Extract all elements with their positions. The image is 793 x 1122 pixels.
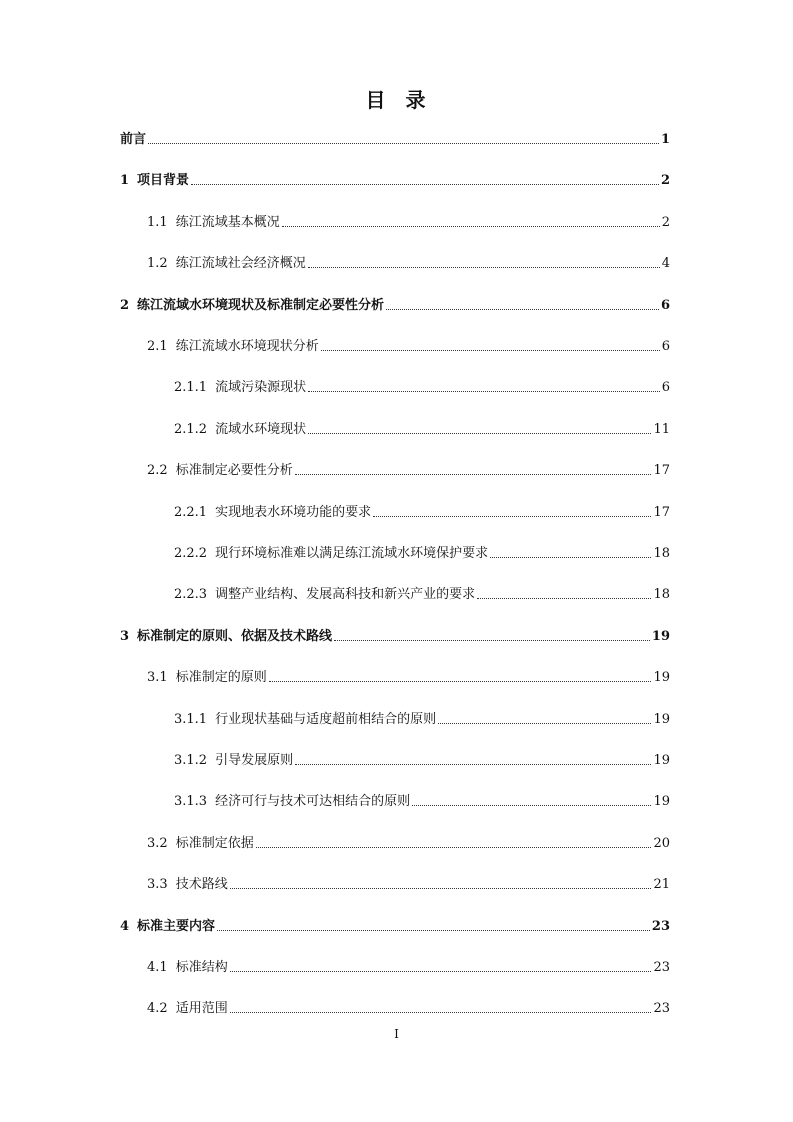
toc-dot-leader — [308, 433, 651, 434]
toc-entry-title: 标准制定必要性分析 — [175, 463, 293, 479]
toc-entry-title: 练江流域基本概况 — [175, 214, 280, 230]
toc-entry[interactable] — [120, 128, 670, 148]
toc-entry-page: 19 — [651, 628, 670, 644]
toc-dot-leader — [386, 309, 659, 310]
toc-entry-page: 18 — [653, 587, 670, 603]
toc-entry-page: 21 — [653, 877, 670, 893]
toc-entry-title: 标准结构 — [175, 960, 228, 975]
toc-dot-leader — [490, 557, 651, 558]
toc-entry-page: 18 — [653, 546, 670, 561]
toc-entry-title: 标准制定的原则、依据及技术路线 — [137, 628, 333, 644]
toc-entry-title: 标准主要内容 — [137, 918, 216, 934]
toc-entry[interactable] — [174, 376, 670, 396]
toc-entry[interactable] — [120, 169, 670, 189]
toc-entry-number: 4.1 — [147, 960, 168, 975]
toc-entry-title: 调整产业结构、发展高科技和新兴产业的要求 — [215, 587, 476, 603]
toc-entry-number: 2.1 — [147, 339, 168, 354]
toc-entry-page: 23 — [651, 918, 670, 934]
toc-entry-number: 3.1.3 — [174, 794, 208, 810]
toc-dot-leader — [477, 598, 651, 599]
toc-entry-page: 20 — [653, 835, 670, 851]
toc-dot-leader — [295, 764, 651, 765]
toc-entry[interactable] — [147, 211, 670, 231]
toc-entry-number: 1.2 — [147, 256, 168, 272]
toc-entry[interactable] — [174, 749, 670, 769]
toc-entry-title: 现行环境标准难以满足练江流域水环境保护要求 — [215, 546, 489, 561]
toc-dot-leader — [269, 681, 652, 682]
toc-entry-title: 引导发展原则 — [215, 753, 294, 768]
toc-entry[interactable] — [147, 997, 670, 1017]
toc-entry-number: 2.2.3 — [174, 587, 208, 603]
toc-entry-number: 3.1.1 — [174, 711, 208, 727]
toc-entry[interactable] — [174, 583, 670, 603]
title-char-2: 录 — [405, 88, 428, 112]
toc-entry-title: 技术路线 — [175, 877, 228, 893]
toc-entry-number: 3.2 — [147, 835, 168, 851]
toc-entry[interactable] — [147, 666, 670, 686]
toc-entry-page: 19 — [653, 711, 670, 727]
toc-entry-number: 4 — [120, 918, 130, 934]
toc-entry[interactable] — [147, 956, 670, 976]
toc-entry-title: 标准制定依据 — [175, 835, 254, 851]
toc-entry-title: 实现地表水环境功能的要求 — [215, 504, 372, 520]
toc-entry[interactable] — [120, 625, 670, 645]
toc-entry-number: 2.1.2 — [174, 421, 208, 437]
toc-entry-page: 19 — [653, 753, 670, 768]
toc-entry-title: 行业现状基础与适度超前相结合的原则 — [215, 711, 437, 727]
toc-entry-number: 4.2 — [147, 1001, 168, 1017]
toc-dot-leader — [148, 143, 659, 144]
toc-entry-page: 17 — [653, 463, 670, 479]
page-title — [0, 84, 793, 113]
toc-entry-page: 19 — [653, 670, 670, 686]
toc-dot-leader — [373, 516, 651, 517]
toc-entry[interactable] — [147, 252, 670, 272]
toc-entry-number: 1.1 — [147, 214, 168, 230]
toc-entry-number: 1 — [120, 173, 130, 189]
toc-entry-page: 6 — [661, 339, 670, 354]
toc-entry[interactable] — [147, 832, 670, 852]
toc-dot-leader — [191, 184, 659, 185]
toc-entry-title: 经济可行与技术可达相结合的原则 — [215, 794, 411, 810]
toc-entry-number: 2 — [120, 297, 130, 313]
toc-entry-page: 6 — [661, 380, 670, 396]
toc-entry-number: 2.1.1 — [174, 380, 208, 396]
toc-entry-title: 项目背景 — [137, 173, 190, 189]
toc-entry-title: 流域水环境现状 — [215, 421, 307, 437]
toc-entry[interactable] — [147, 459, 670, 479]
toc-entry-page: 1 — [660, 132, 670, 147]
toc-entry-title: 练江流域社会经济概况 — [175, 256, 306, 272]
toc-entry-number: 3.1.2 — [174, 753, 208, 768]
toc-entry-page: 4 — [661, 256, 670, 272]
toc-dot-leader — [230, 1012, 652, 1013]
toc-entry-page: 17 — [653, 504, 670, 520]
toc-entry-page: 11 — [653, 421, 670, 437]
toc-dot-leader — [256, 847, 652, 848]
toc-dot-leader — [308, 391, 660, 392]
toc-entry-number: 2.2.1 — [174, 504, 208, 520]
title-char-1: 目 — [365, 88, 388, 112]
toc-dot-leader — [295, 474, 652, 475]
toc-dot-leader — [230, 971, 652, 972]
toc-entry-title: 练江流域水环境现状及标准制定必要性分析 — [137, 297, 385, 313]
toc-entry[interactable] — [120, 294, 670, 314]
toc-dot-leader — [282, 226, 660, 227]
toc-entry[interactable] — [147, 873, 670, 893]
toc-entry[interactable] — [174, 418, 670, 438]
toc-entry-number: 2.2.2 — [174, 546, 208, 561]
toc-entry[interactable] — [174, 542, 670, 562]
toc-entry-page: 6 — [660, 297, 670, 313]
toc-dot-leader — [230, 888, 652, 889]
toc-entry[interactable] — [174, 790, 670, 810]
toc-entry[interactable] — [147, 335, 670, 355]
toc-entry-number: 2.2 — [147, 463, 168, 479]
toc-entry-title: 流域污染源现状 — [215, 380, 307, 396]
toc-entry-title: 适用范围 — [175, 1001, 228, 1017]
toc-dot-leader — [412, 805, 651, 806]
page-number: I — [394, 1027, 399, 1041]
toc-entry-title: 标准制定的原则 — [175, 670, 267, 686]
toc-entry[interactable] — [120, 915, 670, 935]
toc-dot-leader — [217, 930, 650, 931]
toc-entry-page: 2 — [660, 173, 670, 189]
toc-entry-page: 23 — [653, 960, 670, 975]
toc-entry[interactable] — [174, 501, 670, 521]
toc-dot-leader — [308, 267, 660, 268]
toc-entry-title: 前言 — [120, 132, 147, 147]
toc-dot-leader — [334, 640, 650, 641]
toc-entry-number: 3.1 — [147, 670, 168, 686]
toc-entry[interactable] — [174, 708, 670, 728]
toc-dot-leader — [438, 723, 651, 724]
toc-entry-title: 练江流域水环境现状分析 — [175, 339, 319, 354]
toc-entry-page: 2 — [661, 214, 670, 230]
toc-entry-page: 23 — [653, 1001, 670, 1017]
toc-entry-number: 3 — [120, 628, 130, 644]
toc-entry-page: 19 — [653, 794, 670, 810]
toc-dot-leader — [321, 350, 660, 351]
toc-entry-number: 3.3 — [147, 877, 168, 893]
